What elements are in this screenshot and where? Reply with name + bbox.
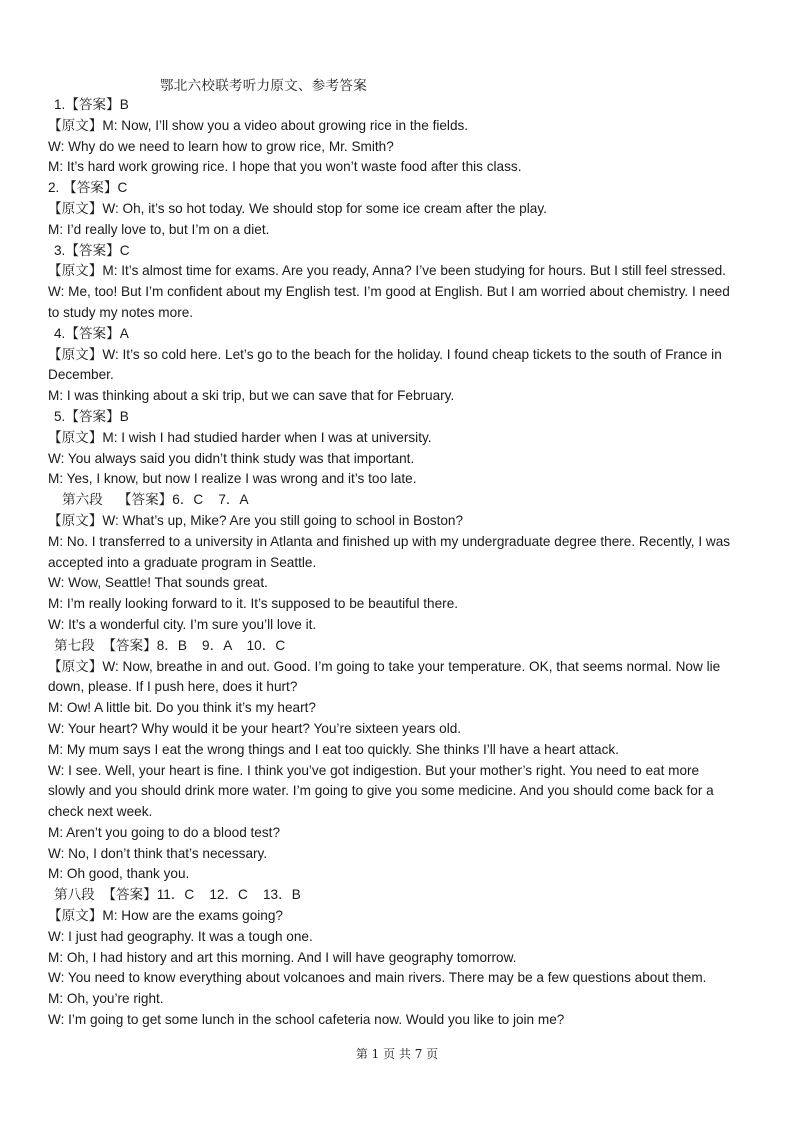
page-title: 鄂北六校联考听力原文、参考答案 bbox=[160, 78, 367, 94]
transcript-line: 【原文】W: Now, breathe in and out. Good. I’m going to take your temperature. OK, that seems normal. Now lie bbox=[48, 658, 721, 674]
transcript-line: M: Aren’t you going to do a blood test? bbox=[48, 824, 281, 840]
transcript-line: 2. 【答案】C bbox=[48, 180, 128, 196]
transcript-line: W: It’s a wonderful city. I’m sure you’ll love it. bbox=[48, 616, 317, 632]
transcript-line: W: Me, too! But I’m confident about my English test. I’m good at English. But I am worried about chemistry. I need bbox=[48, 284, 730, 300]
transcript-line: M: It’s hard work growing rice. I hope that you won’t waste food after this class. bbox=[48, 159, 522, 175]
transcript-line: W: You always said you didn’t think study was that important. bbox=[48, 450, 415, 466]
transcript-line: 【原文】W: Oh, it’s so hot today. We should stop for some ice cream after the play. bbox=[48, 200, 547, 216]
transcript-line: December. bbox=[48, 367, 114, 383]
transcript-line: M: I’d really love to, but I’m on a diet. bbox=[48, 221, 270, 237]
transcript-line: slowly and you should drink more water. I’m going to give you some medicine. And you should come back for a bbox=[48, 783, 714, 799]
transcript-line: W: You need to know everything about volcanoes and main rivers. There may be a few questions about them. bbox=[48, 970, 707, 986]
transcript-body bbox=[48, 95, 752, 1031]
transcript-line: 4.【答案】A bbox=[54, 325, 129, 341]
transcript-line: M: Oh good, thank you. bbox=[48, 866, 190, 882]
transcript-line: M: My mum says I eat the wrong things and I eat too quickly. She thinks I’ll have a heart attack. bbox=[48, 741, 619, 757]
transcript-line: 【原文】M: It’s almost time for exams. Are you ready, Anna? I’ve been studying for hours. But I still feel stressed. bbox=[48, 263, 726, 279]
transcript-line: W: I’m going to get some lunch in the school cafeteria now. Would you like to join me? bbox=[48, 1012, 565, 1028]
transcript-line: W: I see. Well, your heart is fine. I think you’ve got indigestion. But your mother’s right. You need to eat more bbox=[48, 762, 700, 778]
transcript-line: W: No, I don’t think that’s necessary. bbox=[48, 845, 268, 861]
transcript-line: W: Your heart? Why would it be your heart? You’re sixteen years old. bbox=[48, 720, 462, 736]
transcript-line: M: Oh, you’re right. bbox=[48, 991, 164, 1007]
transcript-line: M: I was thinking about a ski trip, but we can save that for February. bbox=[48, 388, 455, 404]
transcript-line: 【原文】M: I wish I had studied harder when I was at university. bbox=[48, 429, 432, 445]
transcript-line: 第六段 【答案】6．C 7．A bbox=[62, 492, 249, 508]
transcript-line: W: Why do we need to learn how to grow rice, Mr. Smith? bbox=[48, 138, 394, 154]
transcript-line: M: No. I transferred to a university in Atlanta and finished up with my undergraduate degree there. Recently, I was bbox=[48, 533, 731, 549]
transcript-line: 【原文】M: Now, I’ll show you a video about growing rice in the fields. bbox=[48, 117, 469, 133]
transcript-line: 第八段 【答案】11．C 12．C 13．B bbox=[54, 887, 301, 903]
transcript-line: 5.【答案】B bbox=[54, 408, 129, 424]
transcript-line: W: Wow, Seattle! That sounds great. bbox=[48, 575, 268, 591]
transcript-line: 3.【答案】C bbox=[54, 242, 130, 258]
transcript-line: M: Ow! A little bit. Do you think it’s my heart? bbox=[48, 700, 316, 716]
transcript-line: accepted into a graduate program in Seattle. bbox=[48, 554, 317, 570]
transcript-line: 【原文】W: It’s so cold here. Let’s go to the beach for the holiday. I found cheap tickets to the south of France in bbox=[48, 346, 722, 362]
transcript-line: 【原文】M: How are the exams going? bbox=[48, 908, 283, 924]
transcript-line: 第七段 【答案】8．B 9．A 10．C bbox=[54, 637, 286, 653]
transcript-line: to study my notes more. bbox=[48, 304, 194, 320]
transcript-line: M: I’m really looking forward to it. It’s supposed to be beautiful there. bbox=[48, 596, 459, 612]
transcript-line: W: I just had geography. It was a tough one. bbox=[48, 928, 313, 944]
transcript-line: M: Oh, I had history and art this morning. And I will have geography tomorrow. bbox=[48, 949, 517, 965]
transcript-line: check next week. bbox=[48, 804, 153, 820]
page-footer: 第 1 页 共 7 页 bbox=[355, 1047, 439, 1061]
transcript-line: down, please. If I push here, does it hurt? bbox=[48, 679, 298, 695]
transcript-line: 1.【答案】B bbox=[54, 97, 129, 112]
transcript-line: 【原文】W: What’s up, Mike? Are you still going to school in Boston? bbox=[48, 512, 464, 528]
transcript-line: M: Yes, I know, but now I realize I was wrong and it’s too late. bbox=[48, 471, 417, 487]
